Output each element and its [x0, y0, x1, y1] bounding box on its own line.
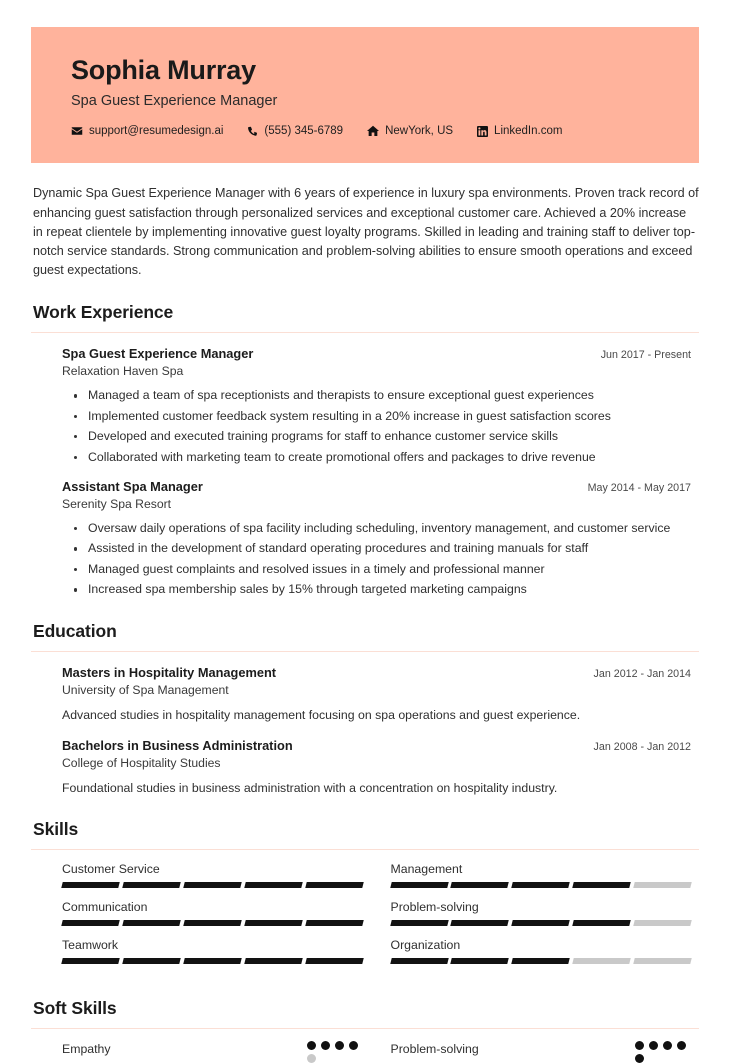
- skill-label: Management: [390, 862, 463, 877]
- work-bullet: Assisted in the development of standard operating procedures and training manuals for staff: [88, 540, 691, 557]
- candidate-name: Sophia Murray: [71, 55, 256, 85]
- skill-segment: [572, 958, 630, 964]
- rating-dot: [663, 1041, 672, 1050]
- education-description: Foundational studies in business administration with a concentration on hospitality industry.: [62, 780, 558, 795]
- rating-dot: [649, 1041, 658, 1050]
- rating-dot: [635, 1054, 644, 1063]
- work-dates: Jun 2017 - Present: [600, 349, 691, 362]
- skill-segment: [122, 958, 180, 964]
- skill-segment: [183, 920, 241, 926]
- skill-segment: [512, 958, 570, 964]
- section-divider: [31, 332, 699, 333]
- work-organization: Relaxation Haven Spa: [62, 364, 184, 379]
- skill-segment: [451, 958, 509, 964]
- skill-segment: [305, 958, 363, 964]
- skill-segment: [390, 958, 448, 964]
- work-organization: Serenity Spa Resort: [62, 496, 172, 511]
- skill-segment: [633, 882, 691, 888]
- skill-level-bar: [62, 882, 363, 888]
- contact-phone-text: (555) 345-6789: [264, 125, 344, 138]
- work-entry: [62, 479, 691, 599]
- work-bullet: Managed a team of spa receptionists and therapists to ensure exceptional guest experiences: [88, 387, 691, 404]
- skill-segment: [451, 882, 509, 888]
- skill-segment: [122, 882, 180, 888]
- skill-segment: [512, 882, 570, 888]
- contact-phone[interactable]: [247, 125, 343, 137]
- skill-item: [391, 938, 692, 964]
- skill-level-bar: [62, 920, 363, 926]
- soft-skills-heading: Soft Skills: [33, 998, 117, 1019]
- work-bullet: Managed guest complaints and resolved issues in a timely and professional manner: [88, 561, 691, 578]
- education-degree: Masters in Hospitality Management: [62, 664, 277, 680]
- work-bullets: [62, 520, 691, 599]
- soft-skill-item: [62, 1041, 363, 1063]
- skill-label: Teamwork: [62, 938, 119, 953]
- skill-segment: [390, 920, 448, 926]
- contact-location[interactable]: [367, 125, 453, 137]
- contact-row: [71, 125, 699, 137]
- skill-segment: [305, 882, 363, 888]
- skill-item: [62, 938, 363, 964]
- soft-skill-item: [391, 1041, 692, 1063]
- rating-dot: [349, 1041, 358, 1050]
- work-experience-heading: Work Experience: [33, 302, 174, 323]
- education-entry: [62, 665, 691, 725]
- education-dates: Jan 2012 - Jan 2014: [593, 667, 691, 680]
- skill-segment: [183, 882, 241, 888]
- skill-segment: [244, 958, 302, 964]
- skill-segment: [61, 920, 119, 926]
- skill-segment: [512, 920, 570, 926]
- skill-level-bar: [391, 920, 692, 926]
- soft-skill-rating: [635, 1041, 691, 1063]
- soft-skill-label: Empathy: [62, 1042, 111, 1057]
- linkedin-icon: [477, 126, 488, 137]
- skill-label: Organization: [390, 938, 461, 953]
- skill-label: Problem-solving: [390, 900, 479, 915]
- skill-label: Communication: [62, 900, 148, 915]
- section-divider: [31, 849, 699, 850]
- rating-dot: [307, 1041, 316, 1050]
- skill-segment: [183, 958, 241, 964]
- home-icon: [367, 125, 379, 137]
- work-role: Assistant Spa Manager: [62, 478, 203, 494]
- skill-segment: [572, 882, 630, 888]
- contact-linkedin[interactable]: [477, 125, 562, 137]
- skill-segment: [244, 882, 302, 888]
- skill-segment: [390, 882, 448, 888]
- rating-dot: [321, 1041, 330, 1050]
- skill-segment: [122, 920, 180, 926]
- skill-segment: [451, 920, 509, 926]
- candidate-job-title: Spa Guest Experience Manager: [71, 93, 278, 110]
- work-role: Spa Guest Experience Manager: [62, 346, 254, 362]
- rating-dot: [307, 1054, 316, 1063]
- work-bullet: Implemented customer feedback system resulting in a 20% increase in guest satisfaction scores: [88, 408, 691, 425]
- skill-item: [62, 900, 363, 926]
- envelope-icon: [71, 125, 83, 137]
- education-degree: Bachelors in Business Administration: [62, 737, 293, 753]
- skill-segment: [633, 920, 691, 926]
- work-bullet: Developed and executed training programs for staff to enhance customer service skills: [88, 428, 691, 445]
- contact-location-text: NewYork, US: [385, 125, 454, 138]
- education-school: College of Hospitality Studies: [62, 755, 221, 770]
- contact-linkedin-text: LinkedIn.com: [494, 125, 563, 138]
- skill-item: [391, 900, 692, 926]
- education-dates: Jan 2008 - Jan 2012: [593, 740, 691, 753]
- rating-dot: [335, 1041, 344, 1050]
- skill-segment: [633, 958, 691, 964]
- skills-grid: [31, 862, 699, 976]
- skill-level-bar: [391, 958, 692, 964]
- skill-level-bar: [62, 958, 363, 964]
- work-bullets: [62, 387, 691, 466]
- education-description: Advanced studies in hospitality management focusing on spa operations and guest experience.: [62, 707, 581, 722]
- skill-segment: [244, 920, 302, 926]
- education-entry: [62, 738, 691, 798]
- skill-item: [391, 862, 692, 888]
- resume-header: [31, 27, 699, 163]
- skill-item: [62, 862, 363, 888]
- work-bullet: Increased spa membership sales by 15% through targeted marketing campaigns: [88, 581, 691, 598]
- soft-skills-grid: [31, 1041, 699, 1063]
- section-divider: [31, 651, 699, 652]
- skill-segment: [61, 882, 119, 888]
- skill-level-bar: [391, 882, 692, 888]
- section-work-experience: [31, 302, 699, 599]
- soft-skill-label: Problem-solving: [390, 1042, 479, 1057]
- skills-heading: Skills: [33, 819, 79, 840]
- skill-segment: [572, 920, 630, 926]
- section-skills: [31, 819, 699, 976]
- work-entry: [62, 346, 691, 466]
- professional-summary: Dynamic Spa Guest Experience Manager with 6 years of experience in luxury spa environments. Proven track record of enhancing guest satisfaction through personalized services and exceptional customer care. Achieved a 20% increase in repeat clientele by implementing innovative guest loyalty programs. Skilled in leading and training staff to deliver top-notch service standards. Strong communication and problem-solving abilities to ensure smooth operations and exceed guest expectations.: [33, 186, 699, 277]
- rating-dot: [635, 1041, 644, 1050]
- section-divider: [31, 1028, 699, 1029]
- resume-page: [0, 27, 730, 1057]
- education-school: University of Spa Management: [62, 682, 229, 697]
- soft-skill-rating: [307, 1041, 363, 1063]
- rating-dot: [677, 1041, 686, 1050]
- work-bullet: Collaborated with marketing team to create promotional offers and packages to drive revenue: [88, 449, 691, 466]
- education-heading: Education: [33, 620, 117, 641]
- phone-icon: [247, 126, 258, 137]
- section-education: [31, 621, 699, 798]
- skill-label: Customer Service: [62, 862, 160, 877]
- section-soft-skills: [31, 998, 699, 1063]
- contact-email[interactable]: [71, 125, 223, 137]
- work-bullet: Oversaw daily operations of spa facility including scheduling, inventory management, and customer service: [88, 520, 691, 537]
- skill-segment: [61, 958, 119, 964]
- work-dates: May 2014 - May 2017: [587, 481, 691, 494]
- skill-segment: [305, 920, 363, 926]
- contact-email-text: support@resumedesign.ai: [89, 125, 224, 138]
